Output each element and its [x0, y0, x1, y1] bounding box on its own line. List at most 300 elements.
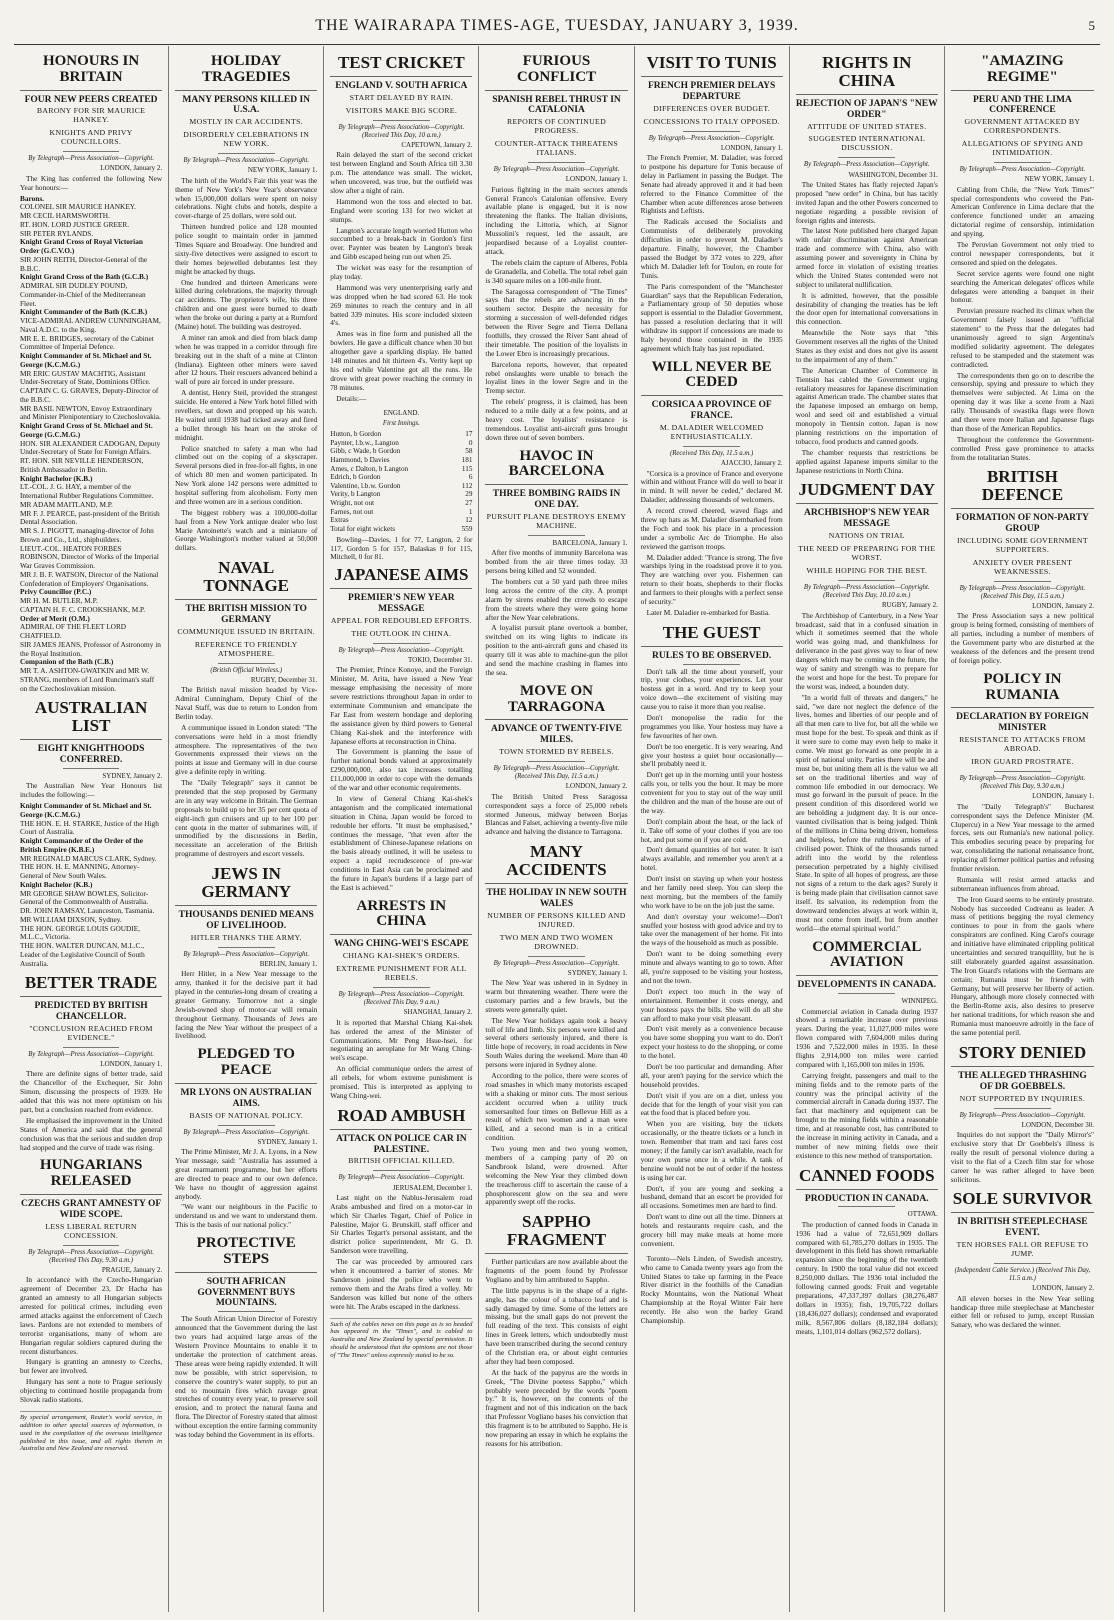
honour-name: THE HON. E. H. STARKE, Justice of the High Court of Australia. [20, 818, 159, 837]
honour-title: Knight Bachelor (K.B.) [20, 879, 93, 889]
article-subheading: ALLEGATIONS OF SPYING AND INTIMIDATION. [961, 139, 1084, 158]
body-paragraph: The Peruvian Government not only tried to control newspaper correspondents, but it censored and spied on the delegates. [950, 240, 1094, 267]
body-paragraph: He emphasised the improvement in the United States of America and said that the general conclusion was that the serious and sudden drop had stopped and the curve of trade was rising. [20, 1115, 163, 1152]
article-subheading: TWO MEN AND TWO WOMEN DROWNED. [499, 932, 614, 951]
runs: 58 [465, 447, 473, 456]
scorecard-subtitle: First Innings. [382, 419, 420, 427]
body-paragraph: Cabling from Chile, the "New York Times'" special correspondents who covered the Pan-American Conference in Lima declare that the conference functioned under an amazing dictatorial regime of censorship, intimidation and spying. [950, 184, 1094, 239]
article [175, 1047, 317, 1230]
telegraph-credit: (Independent Cable Service.) (Received This Day, 11.5 a.m.) [954, 1267, 1091, 1283]
honour-name: MR E. E. BRIDGES, secretary of the Cabinet Committee of Imperial Defence. [20, 333, 154, 352]
divider-rule [838, 1206, 895, 1207]
dateline: NEW YORK, January 1. [247, 166, 318, 175]
body-paragraph: The "Daily Telegraph" says it cannot be pretended that the step proposed by Germany are in any way welcome in Britain. The German proposals to build up to her 35 per cent quota of eight-inch gun cruisers and up to her 100 per cent quota in the matter of submarines will, if unmodified by the discussions in Berlin, necessitate an acceleration of the British programme of destroyers and escort vessels. [175, 778, 318, 859]
article-subheading: ATTACK ON POLICE CAR IN PALESTINE. [336, 1133, 467, 1155]
runs: 0 [468, 438, 473, 447]
article [796, 940, 938, 1161]
batsman: Valentine, l.b.w. Gordon [330, 481, 401, 490]
scorecard-row [330, 516, 472, 525]
honour-name: MR F. J. PEARCE, past-president of the British Dental Association. [20, 508, 160, 527]
article-headline: ARRESTS IN CHINA [330, 899, 472, 936]
article-headline: VISIT TO TUNIS [641, 54, 783, 77]
telegraph-credit: By Telegraph—Press Association—Copyright. [959, 166, 1086, 174]
body-paragraph: The King has conferred the following New Year honours:— [20, 173, 163, 192]
scorecard-title: ENGLAND. [383, 409, 420, 418]
body-paragraph: Don't visit if you are on a diet, unless you decide that for the length of your visit you can eat the food that is placed before you. [640, 1090, 783, 1118]
honour-name: MR CECIL HARMSWORTH. [20, 211, 110, 221]
scorecard-row [330, 465, 472, 474]
scorecard-row [330, 456, 472, 465]
runs: 112 [461, 481, 473, 490]
article-headline: MOVE ON TARRAGONA [485, 684, 627, 721]
body-paragraph: Rumania will resist armed attacks and subterranean influences from abroad. [950, 874, 1094, 893]
honour-title: Knight Grand Cross of the Bath (G.C.B.) [20, 272, 149, 282]
body-paragraph: A loyalist pursuit plane overtook a bomber, switched on its wing lights to indicate its position to the anti-aircraft guns and chased its quarry till it was able to machine-gun the pilot and send the machine crashing in flames into the sea. [485, 623, 628, 677]
body-paragraph: The Saragossa correspondent of "The Times" says that the rebels are advancing in the southern sector. Despite the necessity for storming a succession of well-defended ridges between the River Segre and Tierra Dellana foothills, they crossed the River Sant ahead of their timetable. The position of the loyalists in the Lower Ebro is increasingly precarious. [485, 286, 628, 358]
scorecard-row [330, 490, 472, 499]
article-subheading: RULES TO BE OBSERVED. [652, 650, 772, 661]
article-subheading: THE OUTLOOK IN CHINA. [351, 628, 452, 638]
honour-name: MR H. M. BUTLER, M.P. [20, 596, 98, 606]
body-paragraph: Don't be too particular and demanding. After all, your aren't paying for the service which the household provides. [640, 1061, 783, 1089]
article [175, 865, 317, 1041]
dateline: JERUSALEM, December 1. [392, 1183, 473, 1192]
columns [14, 46, 1100, 1612]
honour-name: MR T. A. ASHTON-GWATKIN and MR W. STRANG, members of Lord Runciman's staff on the Czechoslovakian mission. [20, 666, 155, 693]
dateline: SYDNEY, January 1. [567, 968, 628, 977]
article-headline: HAVOC IN BARCELONA [485, 449, 627, 486]
body-paragraph: A communique issued in London stated: "The conversations were held in a most friendly atmosphere. The representatives of the two Governments expressed their views on the points at issue and Germany will in due course give a definite reply in writing. [175, 722, 318, 777]
article-headline: "AMAZING REGIME" [951, 54, 1094, 91]
article-subheading: THE HOLIDAY IN NEW SOUTH WALES [486, 887, 627, 909]
body-paragraph: Rain delayed the start of the second cricket test between England and South Africa till 3.30 p.m. The attendance was small. The wicket, when uncovered, was true, but the outfield was slow after a night of rain. [330, 150, 473, 195]
honour-title: Knight Grand Cross of St. Michael and St. George (G.C.M.G.) [20, 421, 153, 439]
honour-name: SIR JAMES JEANS, Professor of Astronomy in the Royal Institution. [20, 639, 161, 658]
dateline: BERLIN, January 1. [259, 959, 318, 968]
honour-title: Knight Commander of St. Michael and St. George (K.C.M.G.) [20, 801, 152, 819]
article [20, 54, 162, 693]
divider-rule [373, 643, 430, 644]
body-paragraph: All eleven horses in the New Year selling handicap three mile steeplechase at Manchester either fell or refused to jump, except Russian Sanary, who was declared the winner. [950, 1293, 1094, 1330]
article-subheading: VISITORS MAKE BIG SCORE. [345, 105, 458, 115]
article-subheading: MOSTLY IN CAR ACCIDENTS. [189, 117, 303, 127]
telegraph-credit: By Telegraph—Press Association—Copyright. [183, 157, 310, 165]
article-subheading: SPANISH REBEL THRUST IN CATALONIA [492, 94, 621, 116]
divider-rule [218, 663, 275, 664]
telegraph-credit: By Telegraph—Press Association—Copyright. (Received This Day, 9.30 a.m.) [959, 775, 1086, 791]
body-paragraph: "Corsica is a province of France and everyone within and without France will do well to bear it in mind. It will never be ceded," declared M. Daladier, addressing thousands of welcomers. [640, 468, 783, 505]
divider-rule [373, 987, 430, 988]
article [20, 699, 162, 968]
divider-rule [218, 947, 275, 948]
body-paragraph: In accordance with the Czecho-Hungarian agreement of December 23, Dr Hacha has granted an amnesty to all Hungarian subjects arrested for political crimes, including even armed attacks against the enforcement of Czech laws. Pardons are not extended to members of terrorist organisations, many of whom are Hungarian regular soldiers captured during the recent disturbances. [20, 1275, 163, 1356]
article-subheading: WANG CHING-WEI'S ESCAPE [334, 939, 469, 950]
article [796, 481, 938, 933]
body-paragraph: After five months of immunity Barcelona was bombed from the air three times today. 33 persons being killed and 52 wounded. [485, 548, 628, 576]
article-headline: PLEDGED TO PEACE [175, 1047, 317, 1084]
article-subheading: IRON GUARD PROSTRATE. [971, 757, 1074, 767]
honour-name: COLONEL SIR MAURICE HANKEY. [20, 202, 136, 212]
telegraph-credit: By Telegraph—Press Association—Copyright. (Received This Day, 10 a.m.) [338, 123, 465, 139]
runs: 1 [468, 507, 473, 516]
honour-name: CAPTAIN H. F. C. CROOKSHANK, M.P. [20, 604, 146, 614]
divider-rule [838, 993, 895, 994]
runs: 27 [465, 499, 473, 508]
body-paragraph: The production of canned foods in Canada in 1936 had a value of 72,651,909 dollars compared with 61,785,270 dollars in 1935. The development in this field has shown remarkable expansion since the beginning of the twentieth century. In 1900 the total value did not exceed 8,250,000 dollars. The 1936 total included the following canned goods: Fruit and vegetable preparations, 47,337,397 dollars (38,276,487 dollars in 1935); fish, 19,705,722 dollars (18,436,027 dollars); condensed and evaporated milk, 8,567,806 dollars (8,182,184 dollars); meats, 1,101,014 dollars (962,572 dollars). [795, 1219, 938, 1336]
telegraph-credit: By Telegraph—Press Association—Copyright. (Received This Day, 9.30 a.m.) [28, 1248, 154, 1264]
article-subheading: MR LYONS ON AUSTRALIAN AIMS. [180, 1087, 312, 1109]
column-5 [635, 46, 790, 1612]
article-headline: FURIOUS CONFLICT [485, 54, 627, 91]
article-headline: JUDGMENT DAY [796, 481, 938, 504]
telegraph-credit: By Telegraph—Press Association—Copyright. [183, 1128, 310, 1136]
dateline: LONDON, January 2. [1032, 1284, 1094, 1293]
honour-name: CAPTAIN C. G. GRAVES, Deputy-Director of the B.B.C. [20, 386, 159, 404]
body-paragraph: M. Daladier added: "France is strong. The five warships lying in the roadstead prove it to you. They are watching over you. Fishermen can return to their boats, shepherds to their flocks and farmers to their ploughs with a perfect sense of security." [640, 552, 783, 606]
telegraph-credit: (Received This Day, 11.5 a.m.) [669, 449, 754, 457]
article-subheading: ATTITUDE OF UNITED STATES. [807, 121, 927, 131]
honour-name: MR J. B. F. WATSON, Director of the National Confederation of Employers' Organisations. [20, 569, 159, 588]
column-footnote: Such of the cables news on this page as is so headed has appeared in the "Times", and is cabled to Australia and New Zealand by special permission. It should be understood that the opinions are not those of "The Times" unless expressly stated to be so. [330, 1318, 472, 1361]
body-paragraph: The rebels' progress, it is claimed, has been reduced to a mile daily at a few points, and at heavy cost. The loyalists' resistance is tremendous. Loyalist anti-aircraft guns brought down three out of seven bombers. [485, 397, 628, 442]
divider-rule [528, 761, 585, 762]
article-subheading: FORMATION OF NON-PARTY GROUP [955, 513, 1089, 535]
article [20, 974, 162, 1152]
batsman: Ames, c Dalton, b Langton [330, 464, 409, 473]
article-headline: HONOURS IN BRITAIN [20, 54, 162, 91]
body-paragraph: The birth of the World's Fair this year was the theme of New York's New Year's observance when 15,000,000 dollars were spent on noisy celebrations. Night clubs and hotels, despite a cover-charge of 25 dollars, were sold out. [175, 175, 318, 221]
body-paragraph: The Radicals accused the Socialists and Communists of deliberately provoking difficulties in order to prevent M. Daladier's departure. Finally, however, the Chamber passed the Budget by 372 votes to 229, after which M. Daladier left for Toulon, en route for Tunis. [640, 217, 783, 280]
column-3 [324, 46, 479, 1612]
article [641, 624, 783, 1249]
scorecard-row [330, 430, 472, 439]
article [951, 672, 1094, 1038]
article-subheading: TEN HORSES FALL OR REFUSE TO JUMP. [956, 1240, 1089, 1259]
article [796, 1167, 938, 1337]
dateline: WASHINGTON, December 31. [848, 170, 938, 179]
article-subheading: M. DALADIER WELCOMED ENTHUSIASTICALLY. [659, 423, 764, 442]
body-paragraph: Don't talk all the time about yourself, your trip, your clothes, your experiences. Let your hostess get in a word. And try to keep your voice down—the excitement of visiting may cause you to raise it more than you realise. [640, 666, 783, 712]
article-subheading: COMMUNIQUE ISSUED IN BRITAIN. [177, 626, 315, 636]
article [796, 54, 938, 475]
article [330, 566, 472, 892]
honour-name: MR GEORGE SHAW BOWLES, Solicitor-General of the Commonwealth of Australia. [20, 888, 149, 907]
honour-title: Privy Councillor (P.C.) [20, 587, 92, 597]
dateline: SYDNEY, January 1. [257, 1137, 318, 1146]
batsman: Wright, not out [330, 499, 375, 508]
article [175, 559, 317, 859]
dateline: LONDON, January 1. [720, 143, 783, 152]
article-subheading: HITLER THANKS THE ARMY. [190, 932, 302, 942]
body-paragraph: Throughout the conference the Government-controlled Press gave prominence to attacks from the totalitarian States. [950, 434, 1094, 462]
honour-title: Knight Commander of the Order of the British Empire (K.B.E.) [20, 836, 143, 854]
dateline: SYDNEY, January 2. [102, 771, 163, 780]
divider-rule [373, 120, 430, 121]
telegraph-credit: (British Official Wireless.) [210, 666, 283, 674]
article [330, 1107, 472, 1312]
divider-rule [218, 153, 275, 154]
body-paragraph: At the back of the papyrus are the words in Greek, "The Divine poetess Sappho," which probably were preceded by the words "poem by." It is, however, on the contents of the fragment and not of this indication on the back that Professor Vogliano bases his conviction that this fragment is to be attributed to Sappho. He is now preparing an essay in which he explains the reasons for his attribution. [485, 1367, 628, 1448]
honour-name: MR REGINALD MARCUS CLARK, Sydney. [20, 853, 157, 863]
body-paragraph: According to the police, there were scores of road smashes in which many motorists escaped with a shaking or minor cuts. The most serious accident occurred when a utility truck somersaulted four times on Bellevue Hill as a result of which two women and a man were killed, and a second man is in a critical condition. [485, 1071, 628, 1143]
body-paragraph: And don't overstay your welcome!—Don't snuffed your hostess with good advice and try to take over the management of her home. Fit into the ways of the household as much as possible. [640, 911, 783, 948]
telegraph-credit: By Telegraph—Press Association—Copyright. [338, 1174, 465, 1182]
article-subheading: ENGLAND V. SOUTH AFRICA [335, 80, 468, 91]
body-paragraph: Secret service agents were found one night searching the American delegates' offices while delegates were attending a banquet in their honour. [950, 268, 1094, 305]
article-subheading: "CONCLUSION REACHED FROM EVIDENCE." [29, 1023, 153, 1042]
dateline: WINNIPEG. [901, 997, 938, 1006]
honour-title: Knight Commander of St. Michael and St. George (K.C.M.G.) [20, 351, 152, 369]
article-subheading: GOVERNMENT ATTACKED BY CORRESPONDENTS. [964, 117, 1081, 136]
article [641, 360, 783, 618]
runs: 181 [461, 455, 473, 464]
article-subheading: EXTREME PUNISHMENT FOR ALL REBELS. [336, 964, 467, 983]
page-number: 5 [1088, 18, 1096, 33]
body-paragraph: Thirteen hundred police and 128 mounted police sought to maintain order in jammed Times Square and Broadway. One hundred and sixty-five detectives were assigned to escort to their homes bejewelled debutantes lest they might be attacked by thugs. [175, 222, 318, 276]
article-headline: SAPPHO FRAGMENT [485, 1213, 627, 1254]
honour-name: ADMIRAL OF THE FLEET LORD CHATFIELD. [20, 622, 127, 641]
divider-rule [838, 157, 895, 158]
article-subheading: THE ALLEGED THRASHING OF DR GOEBBELS. [958, 1070, 1087, 1092]
body-paragraph: The car was proceeded by armoured cars when it encountered a barrier of stones. Mr Sanderson joined the police who went to remove them and the Arabs fired a volley. Mr Sanderson was killed but none of the others were hit. The Arabs escaped in the darkness. [330, 1257, 473, 1311]
body-paragraph: A dentist, Henry Steil, provided the strangest suicide. He entered a New York hotel filled with revellers, sat down and propped up his watch. He waited until 1938 had ticked away and fired a bullet through his heart on the stroke of midnight. [175, 388, 318, 442]
divider-rule [683, 446, 740, 447]
runs: 6 [468, 473, 473, 482]
batsman: Hammond, b Davies [330, 455, 390, 464]
article-headline: BETTER TRADE [20, 974, 162, 997]
article-headline: WILL NEVER BE CEDED [641, 360, 783, 397]
dateline: SHANGHAI, January 2. [403, 1008, 473, 1017]
scorecard-total [330, 525, 472, 534]
honour-name: SIR PETER RYLANDS. [20, 228, 94, 238]
body-paragraph: Don't visit merely as a convenience because you have some shopping you want to do. Don't expect your hostess to do the shopping, or come to the hotel. [640, 1024, 783, 1061]
telegraph-credit: By Telegraph—Press Association—Copyright. [493, 166, 620, 174]
body-paragraph: The Archbishop of Canterbury, in a New Year broadcast, said that in a confused situation in which it sometimes seemed that the whole world was going mad, and thankfulness for deliverance in the past gives way to fear of new dangers which may be coming in the future, the way of sanity and strength was to prepare for the worst and hope for the best. To prepare for the worst was, indeed, a bounden duty. [795, 610, 938, 691]
honour-name: LIEUT.-COL. HEATON FORBES ROBINSON, Director of Works of the Imperial War Graves Commission. [20, 543, 159, 571]
divider-rule [528, 162, 585, 163]
article [20, 1158, 162, 1404]
body-paragraph: The British naval mission headed by Vice-Admiral Cunningham, Deputy Chief of the Naval Staff, was due to return to London from Berlin today. [175, 685, 318, 721]
divider-rule [683, 664, 740, 665]
column-footnote: By special arrangement, Reuter's world service, in addition to other special sources of information, is used in the compilation of the overseas intelligence published in this issue, and all rights therein in Australia and New Zealand are reserved. [20, 1411, 162, 1454]
column-6 [790, 46, 945, 1612]
honour-name: RT. HON. LORD JUSTICE GREER. [20, 219, 130, 229]
body-paragraph: Don't get up in the morning until your hostess calls you, or tells you the hour. It may be more convenient for you to stay out of the way until the children and the man of the house are out of the way. [640, 770, 783, 815]
bowling-figures: Bowling—Davies, 1 for 77, Langton, 2 for 117, Gordon 5 for 157, Balaskas 0 for 115, Mitchell, 0 for 81. [330, 534, 473, 562]
article [485, 449, 627, 678]
article-subheading: BARONY FOR SIR MAURICE HANKEY. [36, 106, 146, 125]
article-subheading: DECLARATION BY FOREIGN MINISTER [956, 712, 1089, 734]
dateline: OTTAWA. [907, 1210, 938, 1219]
article-subheading: DEVELOPMENTS IN CANADA. [797, 980, 937, 991]
telegraph-credit: By Telegraph—Press Association—Copyright. [803, 161, 930, 169]
article-headline: ROAD AMBUSH [330, 1107, 472, 1130]
batsman: Gibb, c Wade, b Gordon [330, 447, 401, 456]
newspaper-title: THE WAIRARAPA TIMES-AGE, TUESDAY, JANUARY 3, 1939. [315, 17, 799, 34]
dateline: LONDON, January 2. [100, 164, 163, 173]
body-paragraph: The New Year was ushered in in Sydney in warm but threatening weather. There were the customary parties and a few brawls, but the streets were generally quiet. [485, 978, 628, 1014]
batsman: Hutton, b Gordon [330, 429, 382, 438]
honour-title: Knight Commander of the Bath (K.C.B.) [20, 307, 148, 317]
article [641, 54, 783, 354]
article-subheading: ANXIETY OVER PRESENT WEAKNESSES. [972, 557, 1073, 576]
article-subheading: INCLUDING SOME GOVERNMENT SUPPORTERS. [956, 535, 1088, 554]
telegraph-credit: By Telegraph—Press Association—Copyright. (Received This Day, 11.5 a.m.) [493, 765, 620, 781]
body-paragraph: The Paris correspondent of the "Manchester Guardian" says that the Republican Federation, a Parliamentary group of 50 deputies whose support is essential to the Daladier Government, has passed a resolution declaring that it will withdraw its support if concessions are made to Italy beyond those contained in the 1935 agreement which Italy has just repudiated. [640, 281, 783, 353]
article-subheading: CONCESSIONS TO ITALY OPPOSED. [643, 116, 780, 126]
article-headline: STORY DENIED [951, 1044, 1094, 1067]
column-7 [945, 46, 1100, 1612]
scorecard-table [330, 430, 472, 534]
divider-rule [218, 1311, 275, 1312]
divider-rule [994, 581, 1051, 582]
scorecard-row [330, 447, 472, 456]
runs: 12 [465, 516, 473, 525]
dateline: LONDON, January 1. [1032, 792, 1094, 801]
article-subheading: REFERENCE TO FRIENDLY ATMOSPHERE. [194, 639, 298, 658]
body-paragraph: Later M. Daladier re-embarked for Bastia. [646, 607, 770, 617]
body-paragraph: Hammond was very unenterprising early and was dropped when he had scored 63. He took 269 minutes to reach the century and in all batted 339 minutes. His score included sixteen 4's. [330, 282, 473, 328]
body-paragraph: A miner ran amok and died from black damp when he was trapped in a corridor through fire breaking out in the shaft of a mine at Clinton (Indiana). Eighteen other miners were saved after 12 hours. Their rescuers advanced behind a wall of pure air forced in under pressure. [175, 332, 318, 387]
article-headline: MANY ACCIDENTS [485, 843, 627, 884]
article-headline: HUNGARIANS RELEASED [20, 1158, 162, 1195]
article [951, 1044, 1094, 1185]
telegraph-credit: By Telegraph—Press Association—Copyright. [28, 155, 154, 163]
telegraph-credit: By Telegraph—Press Association—Copyright. [183, 950, 310, 958]
masthead [14, 8, 1100, 45]
article-subheading: THE NEED OF PREPARING FOR THE WORST. [798, 544, 936, 563]
telegraph-credit: By Telegraph—Press Association—Copyright. [493, 959, 620, 967]
body-paragraph: Peruvian pressure reached its climax when the Government falsely issued an "official statement" to the Press that the delegates had unanimously agreed to sign Argentina's modified solidarity agreement. The delegates refused to be stampeded and the statement was contradicted. [950, 306, 1094, 369]
telegraph-credit: By Telegraph—Press Association—Copyright. [338, 646, 465, 654]
article-subheading: FRENCH PREMIER DELAYS DEPARTURE [647, 80, 776, 102]
filler-paragraph: Toronto—Nels Linden, of Swedish ancestry, who came to Canada twenty years ago from the United States to take up farming in the Peace River district in the foothills of the Canadian Rocky Mountains, won the National Wheat Championship at the Royal Winter Fair here recently. He also won the barley Grand Championship. [640, 1253, 783, 1325]
article [951, 54, 1094, 462]
runs: 115 [461, 464, 473, 473]
body-paragraph: Don't want to dine out all the time. Dinners at hotels and restaurants require cash, and the grocery bill may make meals at home more convenient. [640, 1212, 783, 1248]
article-subheading: NUMBER OF PERSONS KILLED AND INJURED. [487, 910, 626, 929]
divider-rule [994, 1263, 1051, 1264]
honour-name: LT.-COL. J. G. HAY, a member of the International Rubber Regulations Committee. [20, 482, 154, 501]
article-subheading: NATIONS ON TRIAL [828, 531, 905, 541]
honour-name: HON. SIR ALEXANDER CADOGAN, Deputy Under-Secretary of State for Foreign Affairs. [20, 438, 161, 457]
honour-title: Barons. [20, 193, 44, 203]
body-paragraph: Ames was in fine form and punished all the bowlers. He gave a difficult chance when 30 but altogether gave a sparkling display. He batted 148 minutes and hit thirteen 4's. Verity kept up his end while Valentine got all the runs. He drove with great power reaching the century in 78 minutes. [330, 329, 473, 392]
body-paragraph: The South African Union Director of Forestry announced that the Government during the last two years had acquired large areas of the Western Province Mountains to enable it to undertake the protection of catchment areas. These areas were being rapidly extended. It will now be possible, with strict supervision, to conserve the country's water supply, to put an end to mountain fires which ravage great stretches of country every year, to preserve soil erosion, and to protect the natural fauna and flora. The Director of Forestry stated that almost without exception the entire farming community was today behind the Government in its efforts. [175, 1314, 318, 1439]
body-paragraph: The wicket was easy for the resumption of play today. [330, 263, 473, 281]
article [175, 54, 317, 553]
article-headline: SOLE SURVIVOR [951, 1190, 1094, 1213]
batsman: Farnes, not out [330, 507, 374, 516]
article-subheading: KNIGHTS AND PRIVY COUNCILLORS. [49, 128, 133, 147]
body-paragraph: Inquiries do not support the "Daily Mirror's" exclusive story that Dr Goebbels's illness is really the result of personal violence during a visit to the flat of a Czech film star for whose career he was rather alleged to have been solicitous. [950, 1130, 1094, 1184]
body-paragraph: The biggest robbery was a 100,000-dollar haul from a New York antique dealer who lost Marie Antoinette's watch and a miniature of George Washington's mother valued at 50,000 dollars. [175, 507, 318, 553]
article-subheading: PREDICTED BY BRITISH CHANCELLOR. [34, 1001, 148, 1023]
body-paragraph: There are definite signs of better trade, said the Chancellor of the Exchequer, Sir John Simon, discussing the prospects of 1939. He added that this was not mere optimism on his part, but a conclusion reached from evidence. [20, 1069, 163, 1114]
body-paragraph: The Premier, Prince Konoye, and the Foreign Minister, M. Arita, have issued a New Year message emphasising the necessity of more severe restrictions throughout Japan in order to exterminate Communism and emancipate the Far East from western bondage and deploring the assistance given by third powers to General Chiang Kai-shek and the interference with Japanese efforts at reconstruction in China. [330, 665, 473, 746]
body-paragraph: The correspondents then go on to describe the censorship, spying and pressure to which they themselves were subjected. At Lima on the opening day it was like a scene from a Nazi rally. Thousands of swastika flags were flown and there were more Italian and Japanese flags than those of the American Republics. [950, 370, 1094, 433]
body-paragraph: Don't monopolise the radio for the programmes you like. Your hostess may have a few favourites of her own. [640, 713, 783, 740]
body-paragraph: Hungary is granting an amnesty to Czechs, but fewer are involved. [20, 1357, 163, 1376]
body-paragraph: Two young men and two young women, members of a camping party of 20 on Sandbrook Island, were drowned. After welcoming the New Year they climbed down the treacherous cliff to ascertain the cause of a phosphorescent glow on the sea and were apparently swept off the rocks. [485, 1144, 628, 1207]
honour-name: MR ERIC GUSTAV MACHTIG, Assistant Under-Secretary of State, Dominions Office. [20, 368, 151, 387]
article-subheading: IN BRITISH STEEPLECHASE EVENT. [957, 1217, 1088, 1239]
honours-list [20, 802, 162, 968]
body-paragraph: The little papyrus is in the shape of a right-angle, has the colour of a tobacco leaf and is sadly damaged by time. Some of the letters are missing, but the small gaps do not prevent the full reading of the text. This consists of eight lines in Greek letters, which undoubtedly must have been transcribed during the second century of the Christian era, or about eight centuries after they had been composed. [485, 1285, 628, 1366]
divider-rule [63, 768, 120, 769]
body-paragraph: A record crowd cheered, waved flags and threw up hats as M. Daladier disembarked from the Foch and took his place in a procession under a symbolic Arc de Triomphe. He also reviewed the garrison troops. [640, 506, 783, 551]
body-paragraph: The latest Note published here charged Japan with unfair discrimination against American trade and commerce with China, also with assuming power and sovereignty in China by armed force in violation of existing treaties which the United States contended were not subject to unilateral nullification. [795, 226, 938, 289]
honour-name: SIR JOHN REITH, Director-General of the B.B.C. [20, 254, 148, 273]
runs: 29 [465, 490, 473, 499]
scorecard-row [330, 439, 472, 448]
honour-title: Knight Grand Cross of Royal Victorian Order (G.C.V.O.) [20, 237, 143, 256]
divider-rule [683, 131, 740, 132]
article-headline: TEST CRICKET [330, 54, 472, 77]
article-subheading: ARCHBISHOP'S NEW YEAR MESSAGE [803, 508, 930, 530]
batsman: Extras [330, 516, 349, 525]
body-paragraph: When you are visiting, buy the tickets occasionally, or the theatre tickets or a lunch in town. Remember that tram and taxi fares cost money; if the family car isn't available, reach for your own purse once in a while. A tank of benzine would not be out of order if the hostess is using her car. [640, 1119, 783, 1182]
body-paragraph: The Iron Guard seems to be entirely prostrate. Nobody has succeeded Codreanu as leader. A mass of petitions begging the royal clemency continues to pour in from the gaols where conspirators are confined. King Carol's courage and initiative have eliminated crippling political uncertainties and secured tranquillity, but he is still elaborately guarded against assassination. The Iron Guard's relations with the Germans are certain; Rumania must be friendly with Germany, but will preserve her liberty of action. Hungary, although more closely connected with the Berlin-Rome axis, also desires to preserve her national traditions, for which reason she and Rumania must manoeuvre adroitly in the face of the same potential peril. [950, 894, 1094, 1037]
column-4 [479, 46, 634, 1612]
article-subheading: PREMIER'S NEW YEAR MESSAGE [348, 593, 455, 615]
body-paragraph: The "Daily Telegraph's" Bucharest correspondent says the Defence Minister (M. Clupercu) in a New Year message to the armed forces, sets out Rumania's new national policy. This embodies securing peace by preparing for war, consolidating the national renaissance front, replacing all former political parties and refusing frontier revision. [950, 801, 1094, 873]
divider-rule [994, 1108, 1051, 1109]
honour-name: THE HON. H. E. MANNING, Attorney-General of New South Wales. [20, 862, 140, 881]
honour-name: DR. JOHN RAMSAY, Launceston, Tasmania. [20, 906, 155, 916]
article-subheading: PERU AND THE LIMA CONFERENCE [973, 94, 1072, 116]
body-paragraph: The New Year holidays again took a heavy toll of life and limb. Six persons were killed and several others seriously injured, and there is little hope of recovery, in road accidents in New South Wales during the weekend. More than 40 persons were injured in Sydney alone. [485, 1015, 628, 1070]
body-paragraph: Don't demand quantities of hot water. It isn't always available, and remember you aren't at a hotel. [640, 845, 783, 873]
body-paragraph: Don't complain about the heat, or the lack of it. Take off some of your clothes if you are too hot, and put some on if you are cold. [640, 816, 783, 844]
body-paragraph: Don't insist on staying up when your hostess and her family need sleep. You can sleep the next morning, but the members of the family who work have to be on the job just the same. [640, 874, 783, 910]
dateline: RUGBY, December 31. [250, 675, 318, 684]
runs: 17 [465, 429, 473, 438]
dateline: BARCELONA, January 1. [552, 538, 628, 547]
article-subheading: BRITISH OFFICIAL KILLED. [348, 1156, 455, 1166]
body-paragraph: Herr Hitler, in a New Year message to the army, thanked it for the decisive part it had played in the centuries-long dream of creating a greater Germany. Tomorrow not a single Jewish-owned shop of motor-car will remain throughout Germany. Thousands of Jews are facing the New Year without the prospect of a livelihood. [175, 969, 318, 1041]
honour-name: THE HON. GEORGE LOUIS GOUDIE, M.L.C., Victoria. [20, 923, 140, 942]
divider-rule [63, 1047, 120, 1048]
body-paragraph: An official communique orders the arrest of all rebels, for whom extreme punishment is promised. This is interpreted as applying to Wang Ching-wei. [330, 1064, 473, 1100]
article-subheading: COUNTER-ATTACK THREATENS ITALIANS. [494, 139, 619, 158]
divider-rule [528, 956, 585, 957]
article-subheading: WHILE HOPING FOR THE BEST. [806, 565, 928, 575]
body-paragraph: It is reported that Marshal Chiang Kai-shek has ordered the arrest of the Minister of Communications, Mr Peng Hsue-hsei, for negotiating an aeroplane for Mr Wang Ching-wei's escape. [330, 1017, 473, 1063]
dateline: LONDON, January 2. [565, 782, 628, 791]
dateline: PRAGUE, January 2. [101, 1265, 163, 1274]
article-headline: HOLIDAY TRAGEDIES [175, 54, 317, 91]
body-paragraph: The American Chamber of Commerce in Tientsin has cabled the Government urging retaliatory measures for Japanese discrimination against American trade. The chamber states that the Japanese imposed an embargo on hemp, wool and seed oil and established a virtual monopoly in Tientsin cotton. Japan is now planning restrictions on the importation of tobacco, food products and canned goods. [795, 365, 938, 446]
article-headline: BRITISH DEFENCE [951, 468, 1094, 509]
article-subheading: PURSUIT PLANE DESTROYS ENEMY MACHINE. [486, 511, 627, 530]
article-subheading: THE BRITISH MISSION TO GERMANY [185, 603, 307, 625]
batsman: Paynter, l.b.w., Langton [330, 438, 399, 447]
article-subheading: CHIANG KAI-SHEK'S ORDERS. [342, 951, 460, 961]
honour-name: MR WILLIAM DIXSON, Sydney. [20, 914, 122, 924]
article-headline: NAVAL TONNAGE [175, 559, 317, 600]
body-paragraph: The Prime Minister, Mr J. A. Lyons, in a New Year message, said: "Australia has assumed a great rearmament programme, but her efforts are directed to peace and to our own defence. We have no thought of aggression against anybody. [175, 1147, 318, 1201]
honour-name: MR S. J. PIGOTT, managing-director of John Brown and Co., Ltd., shipbuilders. [20, 526, 154, 544]
article-headline: RIGHTS IN CHINA [796, 54, 938, 95]
body-paragraph: "We want our neighbours in the Pacific to understand us and we want to understand them. This is the basis of our national policy." [175, 1202, 318, 1230]
body-paragraph: Langton's accurate length worried Hutton who succumbed to a break-back in Gordon's first over. Paynter was beaten by Langton's break and Gibb escaped being run out when 25. [330, 225, 473, 262]
article-subheading: REJECTION OF JAPAN'S "NEW ORDER" [795, 98, 938, 120]
article [330, 54, 472, 403]
article-subheading: THREE BOMBING RAIDS IN ONE DAY. [492, 489, 621, 511]
dateline: CAPETOWN, January 2. [401, 140, 473, 149]
article-subheading: FOUR NEW PEERS CREATED [24, 94, 158, 105]
